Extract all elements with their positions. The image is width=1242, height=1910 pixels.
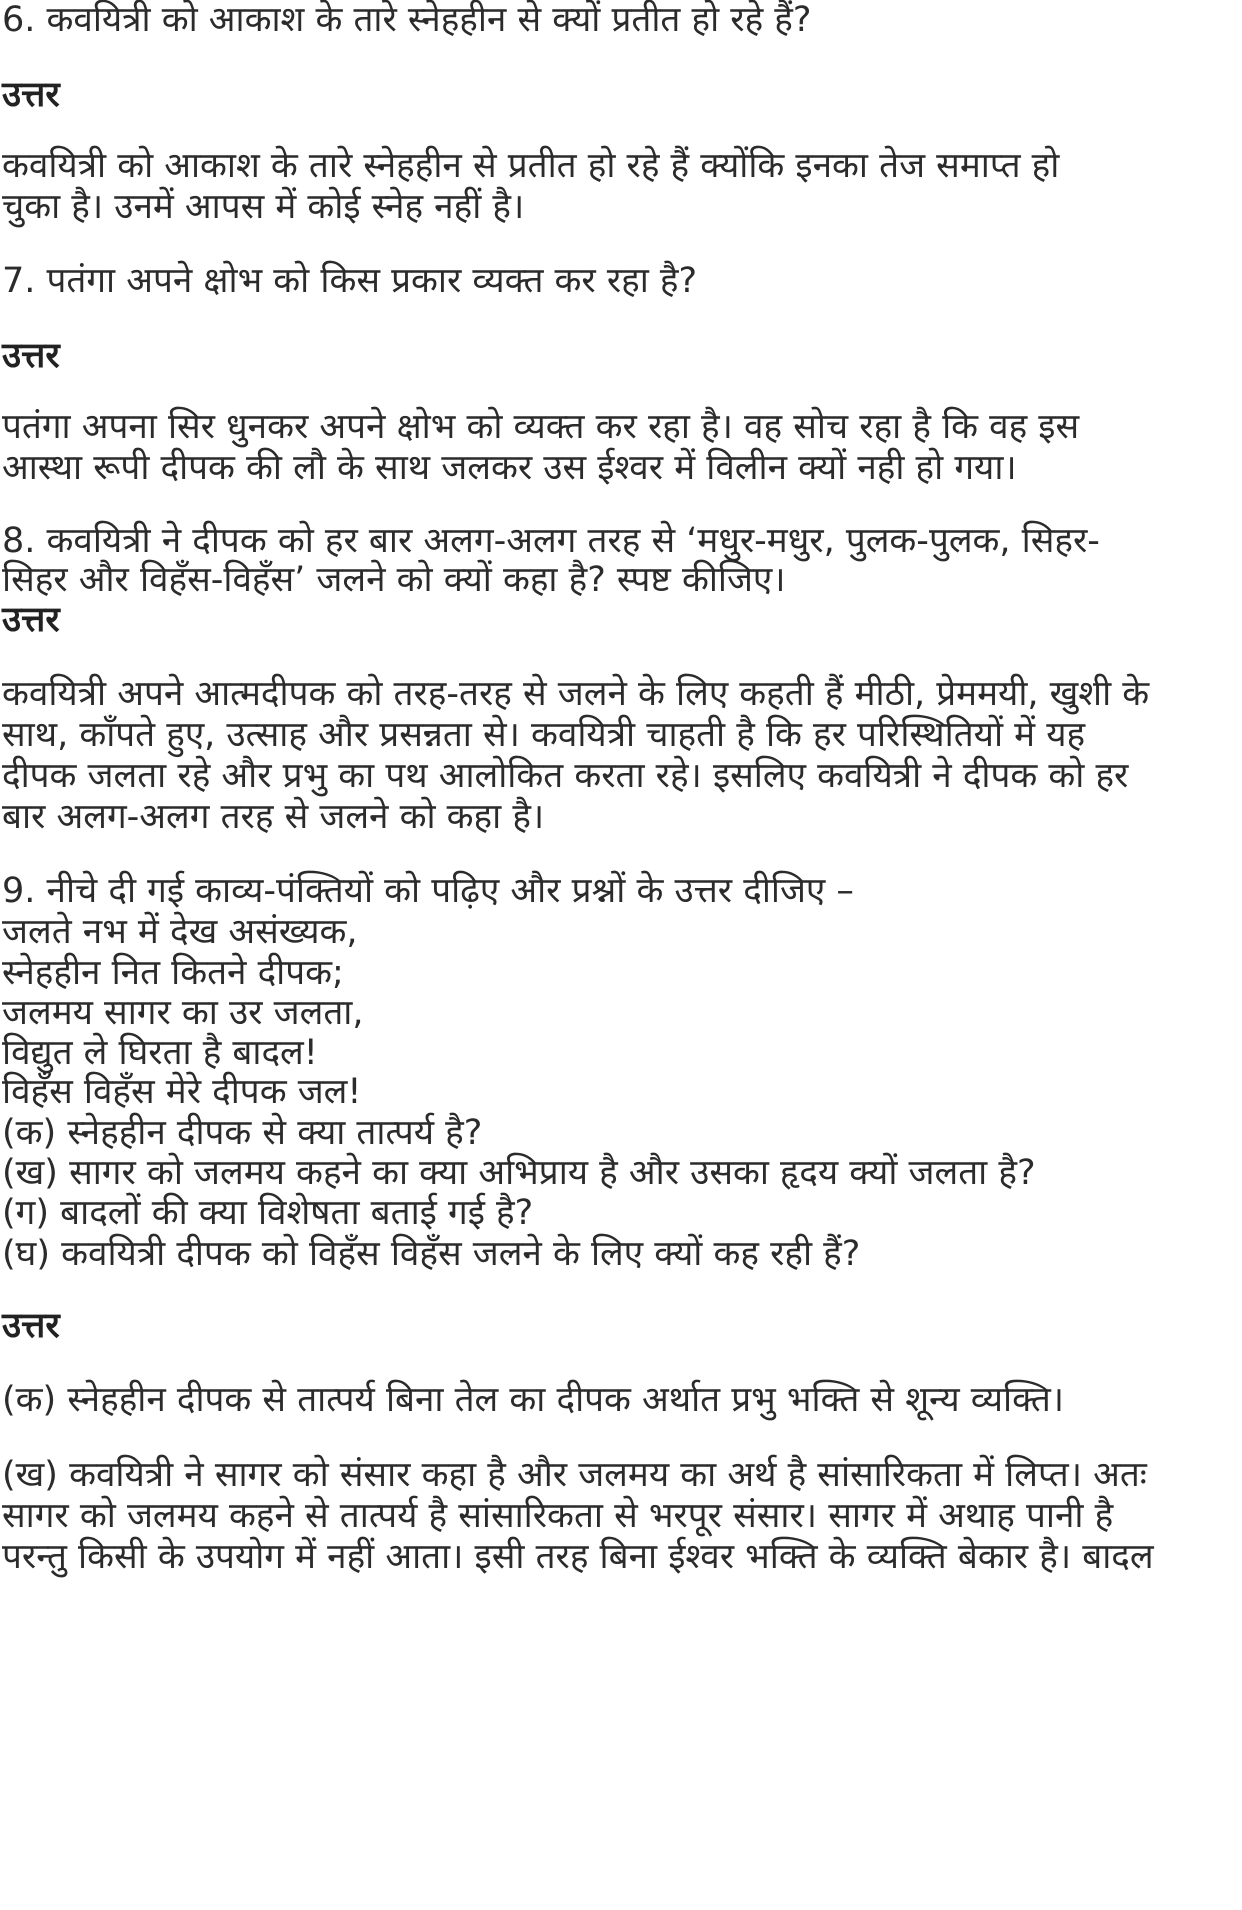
question-8-line-2: सिहर और विहँस-विहँस’ जलने को क्यों कहा है? स्पष्ट कीजिए। [2,560,786,600]
poem-line-5: विहँस विहँस मेरे दीपक जल! [2,1072,362,1112]
answer-label-6: उत्तर [2,75,60,115]
answer-9-kha-line-1: (ख) कवयित्री ने सागर को संसार कहा है और जलमय का अर्थ है सांसारिकता में लिप्त। अतः [2,1455,1147,1495]
answer-8-line-2: साथ, काँपते हुए, उत्साह और प्रसन्नता से। कवयित्री चाहती है कि हर परिस्थितियों में यह [2,715,1086,755]
answer-7-line-2: आस्था रूपी दीपक की लौ के साथ जलकर उस ईश्वर में विलीन क्यों नही हो गया। [2,448,1017,488]
answer-9-kha-line-2: सागर को जलमय कहने से तात्पर्य है सांसारिकता से भरपूर संसार। सागर में अथाह पानी है [2,1496,1114,1536]
answer-label-8: उत्तर [2,600,60,640]
poem-line-1: जलते नभ में देख असंख्यक, [2,912,358,952]
answer-8-line-1: कवयित्री अपने आत्मदीपक को तरह-तरह से जलने के लिए कहती हैं मीठी, प्रेममयी, खुशी के [2,674,1150,714]
sub-question-gha: (घ) कवयित्री दीपक को विहँस विहँस जलने के लिए क्यों कह रही हैं? [2,1234,861,1274]
question-6-line-1: 6. कवयित्री को आकाश के तारे स्नेहहीन से क्यों प्रतीत हो रहे हैं? [2,0,812,40]
sub-question-kha: (ख) सागर को जलमय कहने का क्या अभिप्राय है और उसका हृदय क्यों जलता है? [2,1153,1036,1193]
answer-label-9: उत्तर [2,1306,60,1346]
answer-label-7: उत्तर [2,336,60,376]
poem-line-2: स्नेहहीन नित कितने दीपक; [2,953,344,993]
answer-7-line-1: पतंगा अपना सिर धुनकर अपने क्षोभ को व्यक्त कर रहा है। वह सोच रहा है कि वह इस [2,407,1080,447]
sub-question-ga: (ग) बादलों की क्या विशेषता बताई गई है? [2,1193,534,1233]
poem-line-4: विद्युत ले घिरता है बादल! [2,1033,318,1073]
answer-8-line-4: बार अलग-अलग तरह से जलने को कहा है। [2,797,545,837]
poem-line-3: जलमय सागर का उर जलता, [2,993,364,1033]
answer-9-ka: (क) स्नेहहीन दीपक से तात्पर्य बिना तेल का दीपक अर्थात प्रभु भक्ति से शून्य व्यक्ति। [2,1380,1065,1420]
answer-6-line-1: कवयित्री को आकाश के तारे स्नेहहीन से प्रतीत हो रहे हैं क्योंकि इनका तेज समाप्त हो [2,146,1060,186]
answer-9-kha-line-3: परन्तु किसी के उपयोग में नहीं आता। इसी तरह बिना ईश्वर भक्ति के व्यक्ति बेकार है। बादल [2,1537,1154,1577]
question-7-line-1: 7. पतंगा अपने क्षोभ को किस प्रकार व्यक्त कर रहा है? [2,261,698,301]
question-9-line-1: 9. नीचे दी गई काव्य-पंक्तियों को पढ़िए और प्रश्नों के उत्तर दीजिए – [2,871,854,911]
answer-6-line-2: चुका है। उनमें आपस में कोई स्नेह नहीं है। [2,187,525,227]
answer-8-line-3: दीपक जलता रहे और प्रभु का पथ आलोकित करता रहे। इसलिए कवयित्री ने दीपक को हर [2,756,1129,796]
question-8-line-1: 8. कवयित्री ने दीपक को हर बार अलग-अलग तरह से ‘मधुर-मधुर, पुलक-पुलक, सिहर- [2,521,1100,561]
sub-question-ka: (क) स्नेहहीन दीपक से क्या तात्पर्य है? [2,1113,483,1153]
